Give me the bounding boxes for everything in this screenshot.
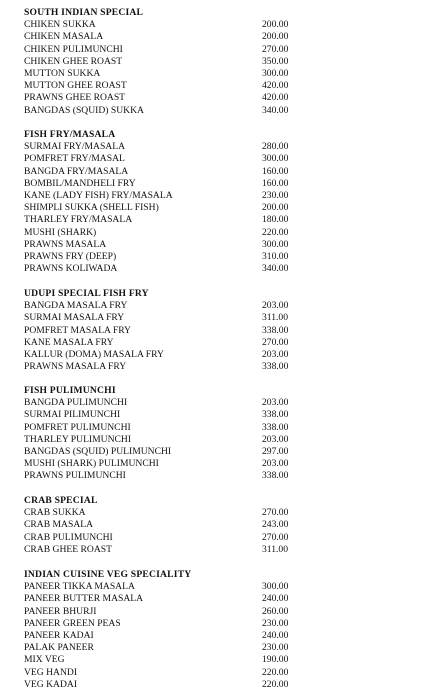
menu-item [24, 593, 424, 605]
item-name: PRAWNS KOLIWADA [24, 263, 118, 275]
item-price: 338.00 [262, 470, 289, 482]
menu-item [24, 141, 424, 153]
item-price: 311.00 [262, 312, 289, 324]
item-price: 338.00 [262, 324, 289, 336]
item-price: 310.00 [262, 250, 289, 262]
item-price: 203.00 [262, 397, 289, 409]
menu-item [24, 239, 424, 251]
section-title: INDIAN CUISINE VEG SPECIALITY [24, 569, 192, 580]
item-name: SURMAI FRY/MASALA [24, 141, 126, 153]
menu-item [24, 422, 424, 434]
item-price: 300.00 [262, 581, 289, 593]
item-name: SURMAI PILIMUNCHI [24, 409, 121, 421]
item-price: 230.00 [262, 189, 289, 201]
section-udupi-special-fish-fry [24, 288, 424, 373]
item-name: PRAWNS PULIMUNCHI [24, 470, 126, 482]
section-title: FISH PULIMUNCHI [24, 385, 116, 396]
menu-item [24, 44, 424, 56]
item-name: THARLEY PULIMUNCHI [24, 433, 132, 445]
item-name: CRAB MASALA [24, 519, 94, 531]
item-price: 270.00 [262, 507, 289, 519]
item-name: BANGDA MASALA FRY [24, 300, 128, 312]
item-price: 420.00 [262, 80, 289, 92]
item-name: BANGDAS (SQUID) SUKKA [24, 104, 144, 116]
section-south-indian-special [24, 7, 424, 117]
menu-item [24, 325, 424, 337]
menu-item [24, 202, 424, 214]
menu-item [24, 606, 424, 618]
item-name: POMFRET FRY/MASAL [24, 153, 125, 165]
item-price: 240.00 [262, 593, 289, 605]
menu-item [24, 361, 424, 373]
item-price: 311.00 [262, 543, 289, 555]
item-name: PRAWNS MASALA [24, 238, 107, 250]
menu-item [24, 190, 424, 202]
item-price: 338.00 [262, 361, 289, 373]
menu-item [24, 92, 424, 104]
menu-item [24, 630, 424, 642]
item-price: 280.00 [262, 141, 289, 153]
item-name: CRAB GHEE ROAST [24, 543, 112, 555]
menu-item [24, 434, 424, 446]
menu-item [24, 654, 424, 666]
item-price: 180.00 [262, 214, 289, 226]
item-price: 420.00 [262, 92, 289, 104]
item-name: PANEER KADAI [24, 629, 94, 641]
item-price: 230.00 [262, 642, 289, 654]
menu-item [24, 153, 424, 165]
menu-item [24, 458, 424, 470]
menu-item [24, 227, 424, 239]
item-name: PANEER GREEN PEAS [24, 617, 121, 629]
menu-item [24, 56, 424, 68]
menu-item [24, 337, 424, 349]
item-name: MUSHI (SHARK) [24, 226, 97, 238]
menu-item [24, 446, 424, 458]
menu-item [24, 251, 424, 263]
item-name: CRAB SUKKA [24, 507, 86, 519]
item-price: 340.00 [262, 263, 289, 275]
menu-item [24, 214, 424, 226]
menu-item [24, 263, 424, 275]
item-name: MUTTON GHEE ROAST [24, 80, 127, 92]
section-title: CRAB SPECIAL [24, 495, 98, 506]
item-name: CHIKEN SUKKA [24, 19, 96, 31]
menu-item [24, 581, 424, 593]
item-name: KANE (LADY FISH) FRY/MASALA [24, 189, 173, 201]
item-name: CHIKEN GHEE ROAST [24, 55, 123, 67]
item-price: 300.00 [262, 238, 289, 250]
item-name: BANGDA PULIMUNCHI [24, 397, 128, 409]
item-price: 300.00 [262, 67, 289, 79]
menu-item [24, 31, 424, 43]
item-name: SHIMPLI SUKKA (SHELL FISH) [24, 202, 159, 214]
item-price: 350.00 [262, 55, 289, 67]
section-indian-cuisine-veg-speciality [24, 569, 424, 691]
menu-item [24, 507, 424, 519]
menu-item [24, 105, 424, 117]
menu-item [24, 679, 424, 691]
item-price: 270.00 [262, 43, 289, 55]
item-price: 160.00 [262, 177, 289, 189]
menu-item [24, 470, 424, 482]
item-name: POMFRET PULIMUNCHI [24, 421, 131, 433]
item-name: MIX VEG [24, 654, 65, 666]
item-price: 220.00 [262, 226, 289, 238]
item-price: 340.00 [262, 104, 289, 116]
item-price: 203.00 [262, 458, 289, 470]
section-title: FISH FRY/MASALA [24, 129, 116, 140]
item-price: 297.00 [262, 445, 289, 457]
item-price: 220.00 [262, 666, 289, 678]
menu-item [24, 68, 424, 80]
item-price: 160.00 [262, 165, 289, 177]
item-name: CRAB PULIMUNCHI [24, 531, 113, 543]
item-price: 200.00 [262, 202, 289, 214]
item-name: PALAK PANEER [24, 642, 94, 654]
item-name: BOMBIL/MANDHELI FRY [24, 177, 136, 189]
item-name: PANEER BHURJI [24, 605, 97, 617]
section-title: SOUTH INDIAN SPECIAL [24, 7, 144, 18]
item-name: PANEER BUTTER MASALA [24, 593, 144, 605]
item-price: 230.00 [262, 617, 289, 629]
menu-item [24, 409, 424, 421]
item-price: 220.00 [262, 678, 289, 690]
section-crab-special [24, 495, 424, 556]
item-name: PRAWNS FRY (DEEP) [24, 250, 117, 262]
item-name: CHIKEN MASALA [24, 31, 104, 43]
item-price: 190.00 [262, 654, 289, 666]
section-title: UDUPI SPECIAL FISH FRY [24, 288, 149, 299]
menu-item [24, 544, 424, 556]
item-price: 338.00 [262, 409, 289, 421]
menu-item [24, 397, 424, 409]
menu-item [24, 618, 424, 630]
item-name: CHIKEN PULIMUNCHI [24, 43, 123, 55]
menu-item [24, 300, 424, 312]
item-name: PRAWNS MASALA FRY [24, 361, 127, 373]
item-name: MUTTON SUKKA [24, 67, 101, 79]
menu-item [24, 642, 424, 654]
section-fish-fry-masala [24, 129, 424, 275]
item-price: 270.00 [262, 336, 289, 348]
item-name: BANGDAS (SQUID) PULIMUNCHI [24, 445, 172, 457]
section-fish-pulimunchi [24, 385, 424, 483]
item-name: KANE MASALA FRY [24, 336, 114, 348]
item-price: 338.00 [262, 421, 289, 433]
menu-item [24, 312, 424, 324]
menu-item [24, 80, 424, 92]
item-name: POMFRET MASALA FRY [24, 324, 131, 336]
menu-item [24, 349, 424, 361]
item-price: 260.00 [262, 605, 289, 617]
item-price: 203.00 [262, 300, 289, 312]
menu-item [24, 19, 424, 31]
item-name: BANGDA FRY/MASALA [24, 165, 129, 177]
item-name: KALLUR (DOMA) MASALA FRY [24, 348, 164, 360]
item-name: THARLEY FRY/MASALA [24, 214, 133, 226]
item-price: 300.00 [262, 153, 289, 165]
item-name: SURMAI MASALA FRY [24, 312, 125, 324]
item-name: VEG KADAI [24, 678, 78, 690]
item-price: 243.00 [262, 519, 289, 531]
item-price: 203.00 [262, 348, 289, 360]
item-price: 240.00 [262, 629, 289, 641]
item-price: 200.00 [262, 31, 289, 43]
menu-item [24, 519, 424, 531]
item-price: 200.00 [262, 19, 289, 31]
menu-item [24, 532, 424, 544]
menu-item [24, 667, 424, 679]
item-price: 203.00 [262, 433, 289, 445]
item-price: 270.00 [262, 531, 289, 543]
menu-item [24, 166, 424, 178]
menu-item [24, 178, 424, 190]
item-name: PANEER TIKKA MASALA [24, 581, 135, 593]
item-name: PRAWNS GHEE ROAST [24, 92, 126, 104]
item-name: VEG HANDI [24, 666, 78, 678]
item-name: MUSHI (SHARK) PULIMUNCHI [24, 458, 159, 470]
